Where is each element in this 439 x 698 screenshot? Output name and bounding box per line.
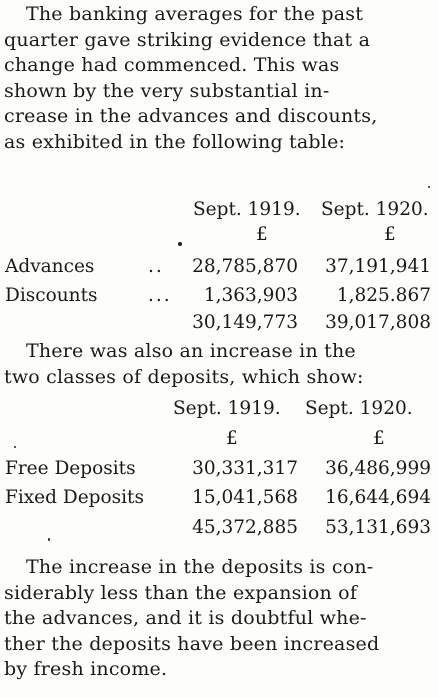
table2-free-1919: 30,331,317	[192, 458, 298, 479]
table1-discounts-1919: 1,363,903	[203, 285, 298, 306]
table1-currency-row	[0, 223, 439, 247]
table2-header-row	[0, 397, 439, 421]
table1-header-1919: Sept. 1919.	[193, 199, 301, 220]
ink-speck	[48, 538, 50, 541]
ink-speck	[178, 242, 182, 246]
table2-currency-row	[0, 427, 439, 451]
middle-paragraph	[4, 339, 435, 390]
table1-row-label-advances: Advances	[5, 256, 95, 277]
table2-fixed-1920: 16,644,694	[325, 487, 431, 508]
table1-row-label-discounts: Discounts	[5, 285, 98, 306]
closing-paragraph	[4, 555, 435, 683]
table1-header-1920: Sept. 1920.	[321, 199, 429, 220]
leader-dots: ...	[148, 285, 172, 306]
table1-total-1920: 39,017,808	[325, 312, 431, 333]
table2-currency-1919: £	[226, 428, 238, 449]
table1-advances-1919: 28,785,870	[192, 256, 298, 277]
table-row	[0, 457, 439, 481]
table-row	[0, 255, 439, 279]
table1-totals-row	[0, 311, 439, 335]
table-row	[0, 284, 439, 308]
intro-line-4: shown by the very substantial in-	[4, 79, 330, 102]
table1-total-1919: 30,149,773	[192, 312, 298, 333]
table1-currency-1920: £	[384, 224, 396, 245]
table1-advances-1920: 37,191,941	[325, 256, 431, 277]
table2-row-label-free-deposits: Free Deposits	[5, 458, 136, 479]
table1-discounts-1920: 1,825.867	[336, 285, 431, 306]
table2-free-1920: 36,486,999	[325, 458, 431, 479]
closing-line-4: ther the deposits have been increased	[4, 632, 380, 655]
closing-line-2: siderably less than the expansion of	[4, 581, 358, 604]
intro-line-5: crease in the advances and discounts,	[4, 105, 378, 127]
intro-line-2: quarter gave striking evidence that a	[4, 28, 371, 51]
table1-currency-1919: £	[256, 224, 268, 245]
table2-total-1920: 53,131,693	[325, 517, 431, 538]
ink-speck	[14, 446, 16, 448]
intro-paragraph	[4, 2, 435, 155]
middle-line-1: There was also an increase in the	[26, 340, 356, 362]
closing-line-5: by fresh income.	[4, 658, 168, 680]
table2-currency-1920: £	[373, 428, 385, 449]
middle-line-2: two classes of deposits, which show:	[4, 365, 364, 388]
table2-header-1920: Sept. 1920.	[305, 398, 413, 419]
ink-speck	[428, 186, 430, 188]
table2-row-label-fixed-deposits: Fixed Deposits	[5, 487, 144, 508]
table2-header-1919: Sept. 1919.	[173, 398, 281, 419]
intro-line-1: The banking averages for the past	[26, 3, 364, 25]
intro-line-3: change had commenced. This was	[4, 54, 340, 76]
leader-dots: ..	[148, 256, 164, 277]
table2-totals-row	[0, 516, 439, 540]
table1-header-row	[0, 198, 439, 222]
table-row	[0, 486, 439, 510]
table2-fixed-1919: 15,041,568	[192, 487, 298, 508]
intro-line-6: as exhibited in the following table:	[4, 130, 346, 153]
table2-total-1919: 45,372,885	[192, 517, 298, 538]
closing-line-1: The increase in the deposits is con-	[26, 556, 374, 578]
closing-line-3: the advances, and it is doubtful whe-	[4, 607, 367, 629]
